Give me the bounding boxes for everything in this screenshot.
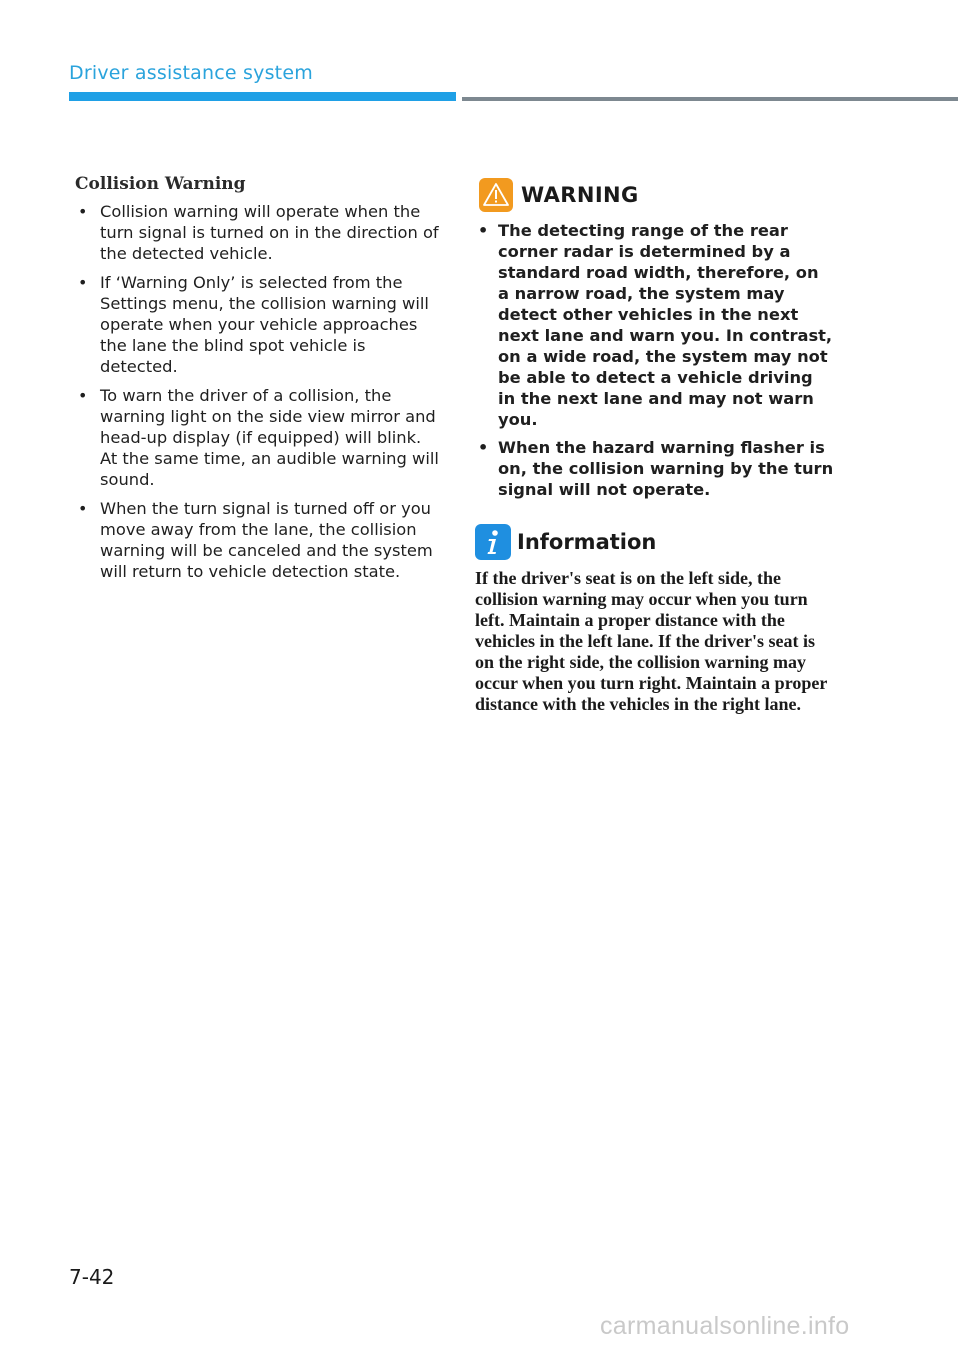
list-item: • To warn the driver of a collision, the warning light on the side view mirror and head-up display (if equipped) will blink. At the same time, an audible warning will sound.: [78, 386, 439, 489]
warning-header: [479, 178, 835, 212]
list-item: • If ‘Warning Only’ is selected from the Settings menu, the collision warning will operate when your vehicle approaches the lane the blind spot vehicle is detected.: [78, 273, 429, 376]
right-column: [475, 172, 835, 715]
list-item: • When the hazard warning flasher is on, the collision warning by the turn signal will not operate.: [478, 438, 834, 499]
information-body: If the driver's seat is on the left side, the collision warning may occur when you turn left. Maintain a proper distance with the vehicles in the left lane. If the driver's seat is on the right side, the collision warning may occur when you turn right. Maintain a proper distance with the vehicles in the right lane.: [475, 568, 828, 714]
collision-warning-heading: Collision Warning: [75, 174, 246, 194]
header-rule-gray: [462, 97, 958, 101]
information-title: Information: [517, 530, 657, 554]
collision-warning-list: [75, 201, 440, 582]
warning-triangle-icon: [479, 178, 513, 212]
warning-title: WARNING: [521, 183, 639, 207]
list-item: • When the turn signal is turned off or you move away from the lane, the collision warning will be canceled and the system will return to vehicle detection state.: [78, 499, 433, 581]
list-item: • The detecting range of the rear corner radar is determined by a standard road width, therefore, on a narrow road, the system may detect other vehicles in the next next lane and warn you. In contrast, on a wide road, the system may not be able to detect a vehicle driving in the next lane and may not warn you.: [478, 221, 833, 429]
warning-list: [475, 220, 835, 500]
page-number: 7-42: [69, 1265, 115, 1289]
left-column: [75, 172, 440, 590]
header-rule-accent: [69, 92, 456, 101]
information-header: [475, 524, 835, 560]
info-icon: [475, 524, 511, 560]
list-item: • Collision warning will operate when the turn signal is turned on in the direction of the detected vehicle.: [78, 202, 439, 263]
section-header-title: Driver assistance system: [69, 62, 313, 84]
watermark: carmanualsonline.info: [600, 1312, 850, 1340]
